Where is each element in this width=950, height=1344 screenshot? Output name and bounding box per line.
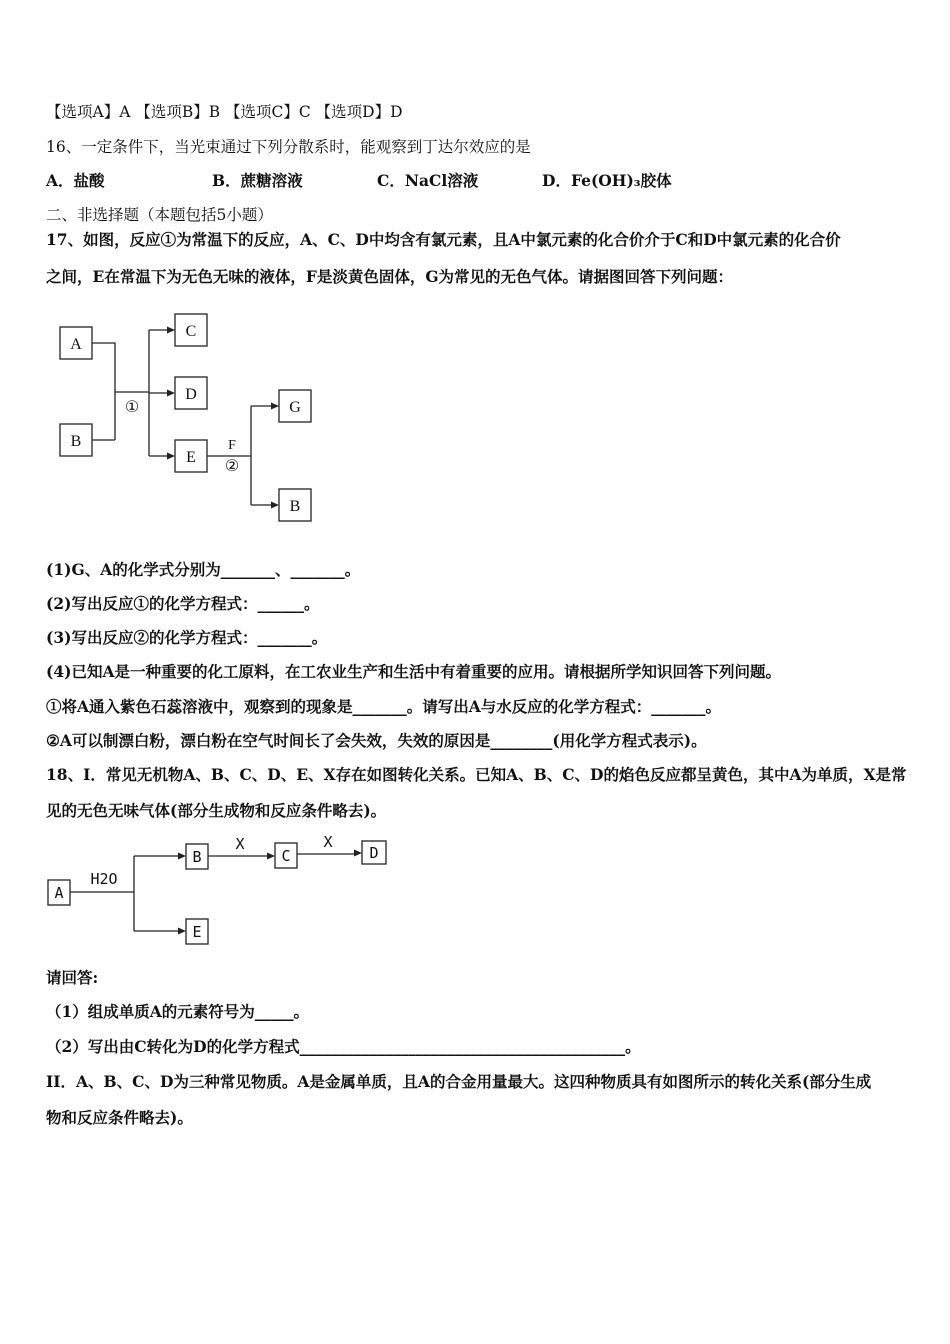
q17-reagent-f: F bbox=[228, 438, 236, 453]
q17-flow-diagram bbox=[55, 308, 330, 528]
q17-node-c: C bbox=[185, 323, 197, 340]
q18-node-c: C bbox=[281, 847, 291, 865]
q17-sub4-1: ①将A通入紫色石蕊溶液中，观察到的现象是_______。请写出A与水反应的化学方程式：_______。 bbox=[46, 697, 722, 716]
q18-node-b: B bbox=[192, 848, 202, 866]
q17-node-b-in: B bbox=[70, 433, 82, 450]
q18-sub2: （2）写出由C转化为D的化学方程式__________________________________________。 bbox=[46, 1037, 641, 1056]
q18-part2-line1: II．A、B、C、D为三种常见物质。A是金属单质，且A的合金用量最大。这四种物质具有如图所示的转化关系(部分生成 bbox=[46, 1072, 872, 1091]
q17-stem-line2: 之间，E在常温下为无色无味的液体，F是淡黄色固体，G为常见的无色气体。请据图回答下列问题： bbox=[46, 267, 734, 286]
q16-option-d: D．Fe(OH)₃胶体 bbox=[542, 171, 672, 190]
q16-options bbox=[46, 171, 910, 191]
q17-node-g: G bbox=[289, 399, 301, 416]
q18-stem-line2: 见的无色无味气体(部分生成物和反应条件略去)。 bbox=[46, 801, 387, 820]
q16-option-b: B．蔗糖溶液 bbox=[212, 171, 303, 190]
section2-title: 二、非选择题（本题包括5小题） bbox=[46, 206, 273, 224]
q17-reaction1-label: ① bbox=[124, 399, 140, 416]
q18-node-d: D bbox=[369, 844, 379, 862]
q16-option-c: C．NaCl溶液 bbox=[377, 171, 479, 190]
q18-stem-line1: 18、I．常见无机物A、B、C、D、E、X存在如图转化关系。已知A、B、C、D的焰色反应都呈黄色，其中A为单质，X是常 bbox=[46, 765, 907, 784]
q18-reagent-x1: X bbox=[235, 835, 245, 853]
q17-stem-line1: 17、如图，反应①为常温下的反应，A、C、D中均含有氯元素，且A中氯元素的化合价介于C和D中氯元素的化合价 bbox=[46, 230, 841, 249]
q17-node-a: A bbox=[70, 336, 82, 353]
q18-sub1: （1）组成单质A的元素符号为_____。 bbox=[46, 1002, 310, 1021]
q15-options: 【选项A】A 【选项B】B 【选项C】C 【选项D】D bbox=[46, 103, 403, 121]
q16-stem: 16、一定条件下，当光束通过下列分散系时，能观察到丁达尔效应的是 bbox=[46, 138, 531, 156]
q17-sub3: (3)写出反应②的化学方程式：_______。 bbox=[46, 628, 328, 647]
q17-reaction2-label: ② bbox=[224, 458, 240, 475]
q17-node-e: E bbox=[186, 449, 196, 466]
q17-sub4: (4)已知A是一种重要的化工原料，在工农业生产和生活中有着重要的应用。请根据所学知识回答下列问题。 bbox=[46, 662, 781, 681]
q17-node-d: D bbox=[185, 386, 197, 403]
q16-option-a: A．盐酸 bbox=[46, 171, 105, 190]
q18-reagent-h2o: H2O bbox=[90, 870, 118, 888]
q17-sub4-2: ②A可以制漂白粉，漂白粉在空气时间长了会失效，失效的原因是________(用化学方程式表示)。 bbox=[46, 731, 707, 750]
q17-sub1: (1)G、A的化学式分别为_______、_______。 bbox=[46, 560, 361, 579]
q18-node-e: E bbox=[192, 923, 202, 941]
q18-answer-prompt: 请回答: bbox=[46, 968, 99, 987]
q17-node-b-out: B bbox=[289, 498, 301, 515]
q18-node-a: A bbox=[54, 884, 64, 902]
q18-part2-line2: 物和反应条件略去)。 bbox=[46, 1108, 193, 1127]
q18-flow-diagram bbox=[44, 832, 394, 950]
q18-reagent-x2: X bbox=[323, 833, 333, 851]
q17-sub2: (2)写出反应①的化学方程式：______。 bbox=[46, 594, 320, 613]
